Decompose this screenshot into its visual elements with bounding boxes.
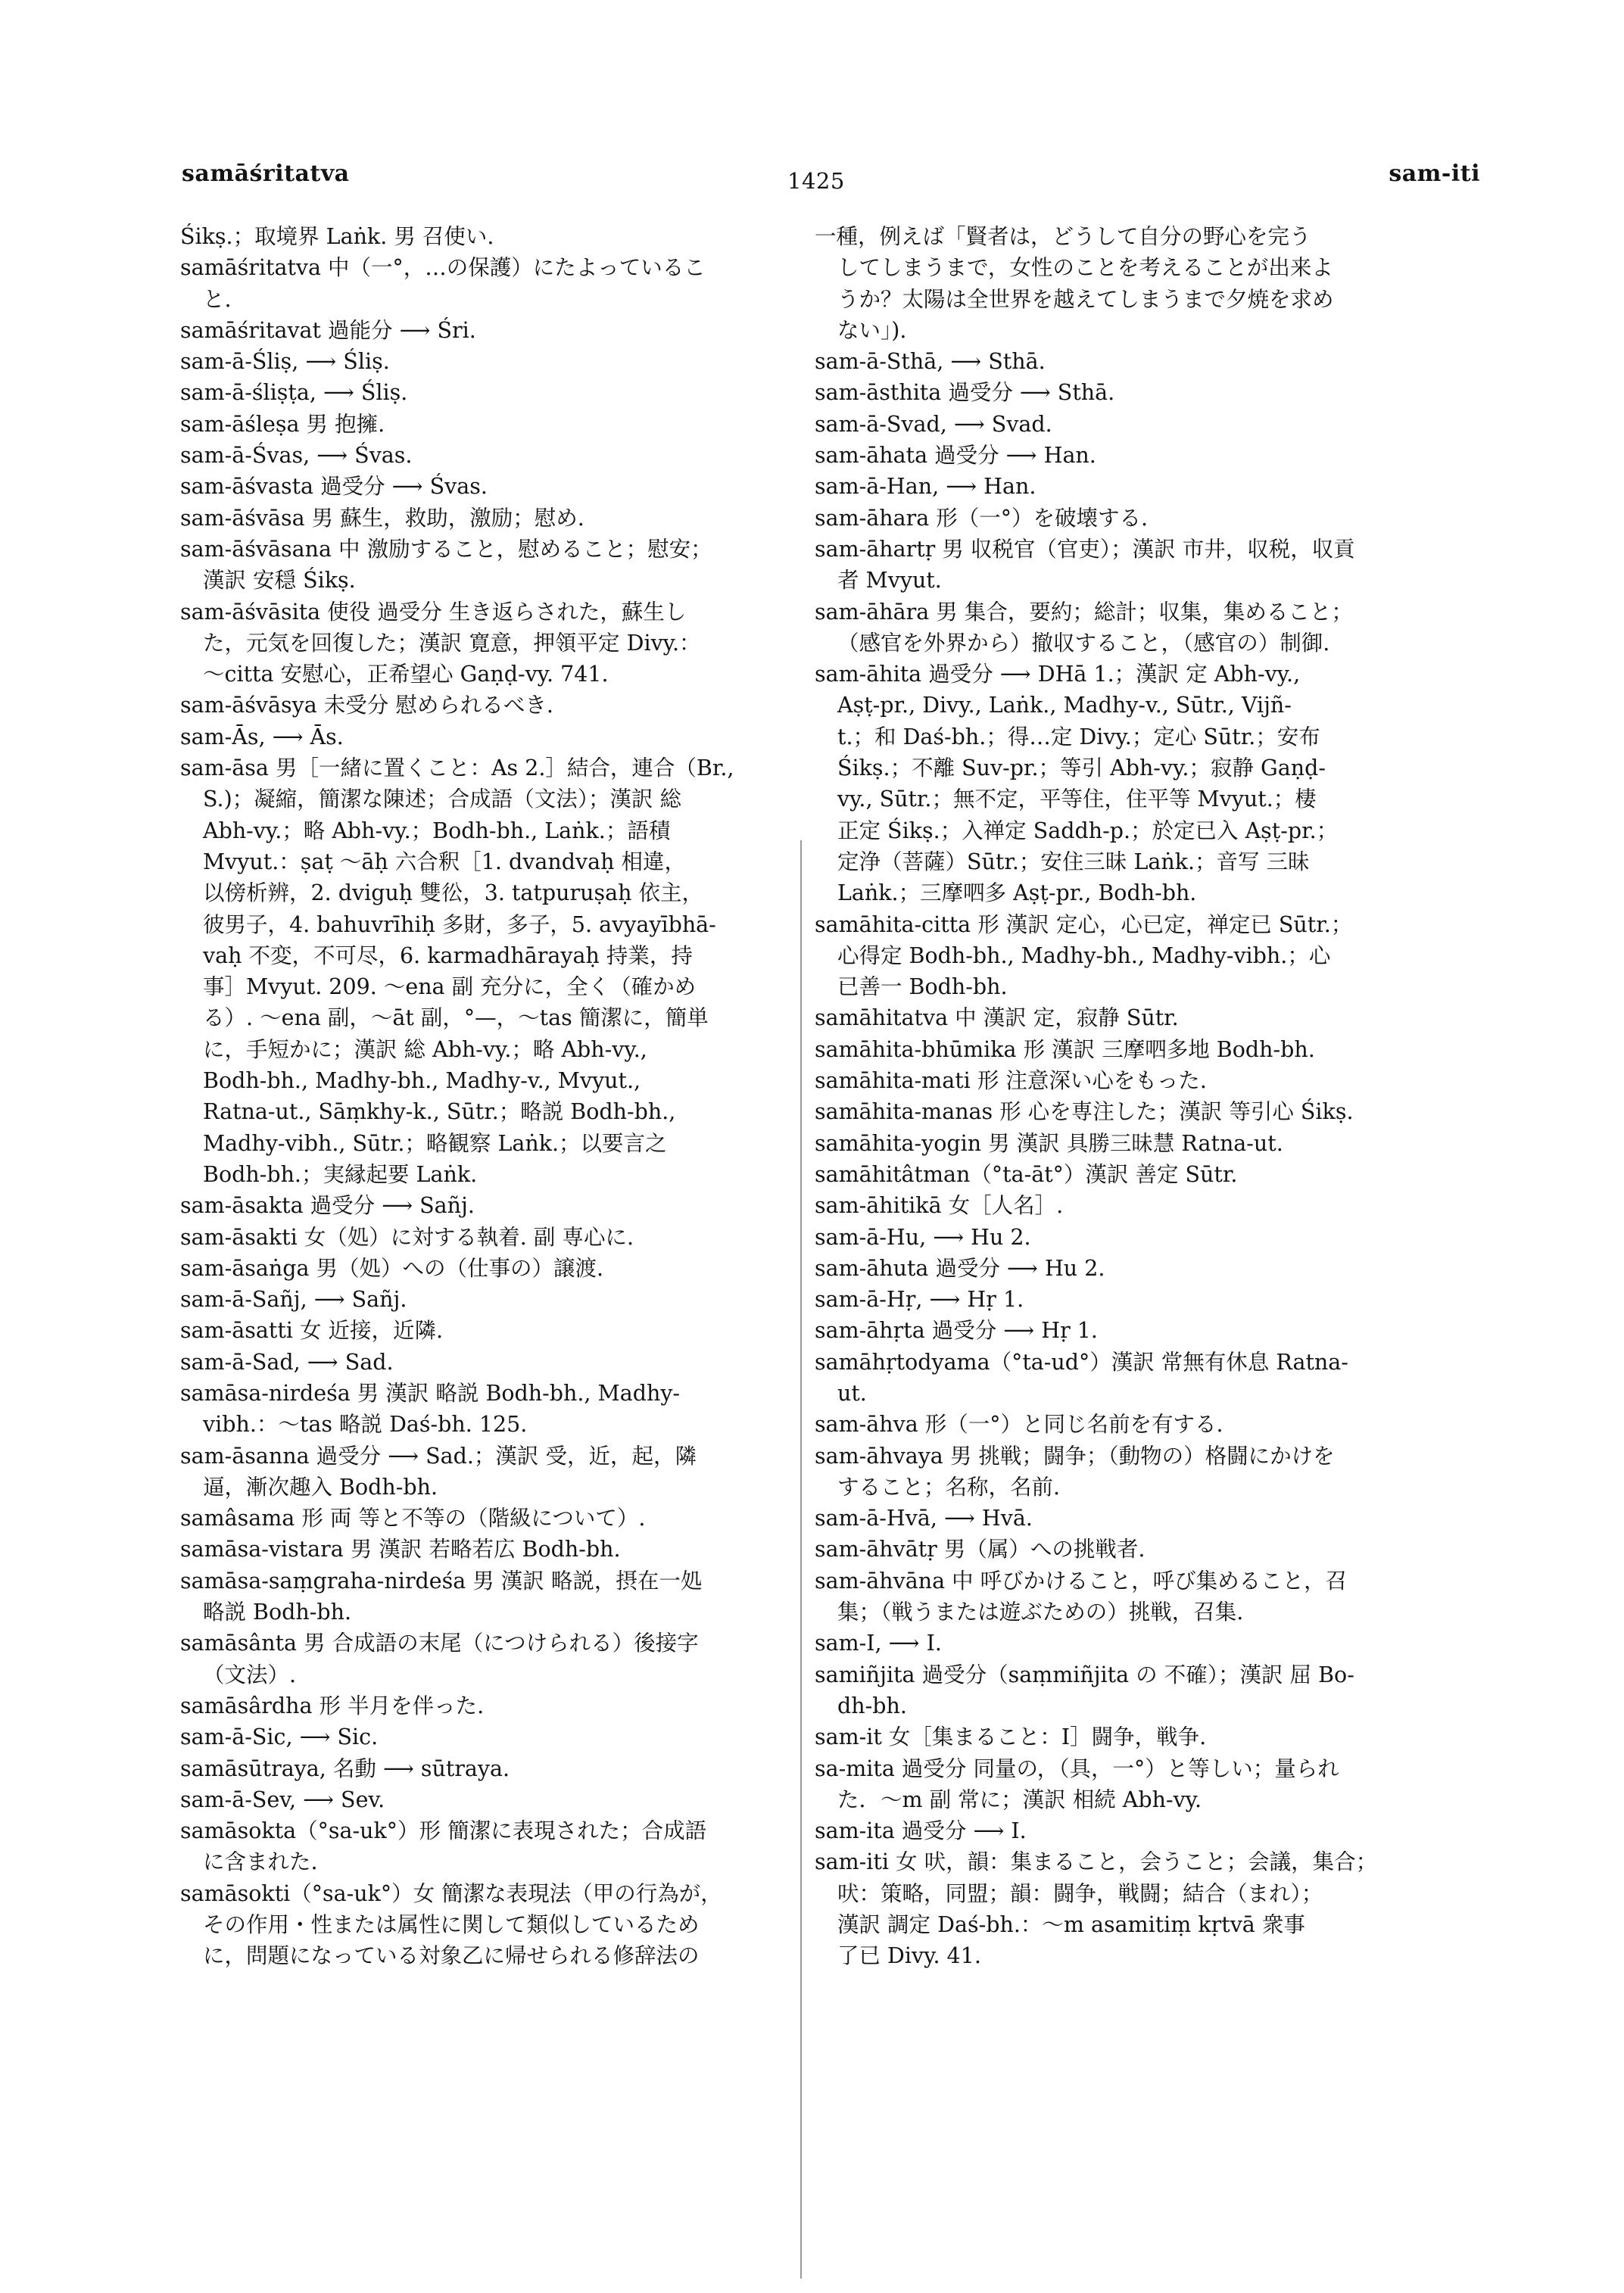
entry-line: sam-Ās, ⟶ Ās. [180,724,344,749]
entry-line: sam-āhitikā 女［人名］. [815,1193,1064,1219]
dictionary-entry [815,1628,1439,1659]
dictionary-entry [815,1284,1439,1315]
entry-line: sam-ā-Sev, ⟶ Sev. [180,1787,385,1812]
dictionary-entry [815,1815,1439,1846]
dictionary-entry [815,1190,1439,1221]
entry-continuation-line: た．～m 副 常に；漢訳 相続 Abh-vy. [837,1787,1202,1812]
entry-continuation-line: る）. ～ena 副，～āt 副，°—，～tas 簡潔に，簡単 [203,1005,709,1031]
entry-continuation-line: 已善一 Bodh-bh. [837,974,1008,1000]
dictionary-entry [180,409,792,440]
entry-continuation-line: 漢訳 調定 Daś-bh.：～m asamitiṃ kṛtvā 衆事 [837,1912,1305,1938]
entry-line: sam-ā-Han, ⟶ Han. [815,474,1036,500]
dictionary-entry [180,315,792,346]
entry-continuation-line: してしまうまで，女性のことを考えることが出来よ [837,255,1333,281]
dictionary-entry [180,1753,792,1784]
entry-continuation-line: 心得定 Bodh-bh., Madhy-bh., Madhy-vibh.；心 [837,942,1331,968]
dictionary-entry [180,440,792,471]
entry-line: sam-ā-śliṣṭa, ⟶ Śliṣ. [180,380,408,406]
header-right-guide-word: sam-iti [1389,160,1480,187]
dictionary-entry [180,1315,792,1346]
entry-line: samāsokti（°sa-uk°）女 簡潔な表現法（甲の行為が， [180,1880,722,1906]
entry-continuation-line: S.)；凝縮，簡潔な陳述；合成語（文法）；漢訳 総 [203,787,681,812]
dictionary-entry [815,1159,1439,1190]
entry-line: sam-āsakti 女（処）に対する執着. 副 専心に. [180,1224,634,1250]
entry-line: sam-āsanna 過受分 ⟶ Sad.；漢訳 受，近，起，隣 [180,1443,697,1469]
entry-continuation-line: 漢訳 安穏 Śikṣ. [203,568,356,594]
dictionary-entry [180,1253,792,1284]
column-divider [800,840,802,2279]
entry-line: sam-āhartṛ 男 収税官（官吏）；漢訳 市井，収税，収貢 [815,536,1355,562]
entry-line: sam-āsa 男［一緒に置くこと：As 2.］結合，連合（Br., [180,756,734,781]
entry-continuation-line: に，問題になっている対象乙に帰せられる修辞法の [203,1943,700,1969]
entry-continuation-line: その作用・性または属性に関して類似しているため [203,1912,700,1938]
entry-line: samāśritavat 過能分 ⟶ Śri. [180,317,476,343]
dictionary-entry [180,597,792,690]
dictionary-entry [815,1534,1439,1565]
entry-continuation-line: t.；和 Daś-bh.；得…定 Divy.；定心 Sūtr.；安布 [837,724,1320,749]
entry-line: sam-āhata 過受分 ⟶ Han. [815,443,1096,469]
dictionary-entry [180,1878,792,1972]
dictionary-entry [815,1753,1439,1816]
entry-continuation-line: Bodh-bh., Madhy-bh., Madhy-v., Mvyut., [203,1068,641,1094]
dictionary-entry [180,1190,792,1221]
entry-continuation-line: 略説 Bodh-bh. [203,1600,352,1625]
entry-continuation-line: 了已 Divy. 41. [837,1943,981,1969]
dictionary-entry [180,471,792,502]
entry-line: sam-ā-Hu, ⟶ Hu 2. [815,1224,1031,1250]
entry-continuation-line: Bodh-bh.；実縁起要 Laṅk. [203,1161,478,1187]
entry-line: samāhita-manas 形 心を専注した；漢訳 等引心 Śikṣ. [815,1099,1354,1125]
dictionary-entry [180,534,792,597]
dictionary-entry [815,1503,1439,1534]
entry-continuation-line: dh-bh. [837,1693,907,1718]
entry-continuation-line: 逼，漸次趣入 Bodh-bh. [203,1474,438,1500]
dictionary-entry [815,503,1439,534]
dictionary-entry [180,1628,792,1690]
entry-line: samāhṛtodyama（°ta-ud°）漢訳 常無有休息 Ratna- [815,1349,1348,1375]
entry-continuation-line: すること；名称，名前. [837,1474,1061,1500]
entry-continuation-line: に含まれた. [203,1849,318,1875]
entry-line: sam-iti 女 吠，韻：集まること，会うこと；会議，集合； [815,1849,1378,1875]
left-column [180,221,792,1972]
entry-continuation-line: ut. [837,1380,867,1406]
entry-line: sam-āsatti 女 近接，近隣. [180,1318,444,1344]
entry-line: sam-ā-Śvas, ⟶ Śvas. [180,443,413,469]
entry-continuation-line: Ratna-ut., Sāṃkhy-k., Sūtr.；略説 Bodh-bh., [203,1099,676,1125]
entry-line: sam-āśleṣa 男 抱擁. [180,411,385,437]
entry-line: sam-āhvāna 中 呼びかけること，呼び集めること，召 [815,1568,1348,1594]
dictionary-entry [180,752,792,1190]
entry-continuation-line: 事］Mvyut. 209. ～ena 副 充分に，全く（確かめ [203,974,697,1000]
entry-line: samāsokta（°sa-uk°）形 簡潔に表現された；合成語 [180,1818,707,1844]
dictionary-entry [815,1222,1439,1253]
entry-line: sam-ā-Hvā, ⟶ Hvā. [815,1506,1033,1531]
dictionary-entry [815,1846,1439,1971]
dictionary-entry [180,346,792,377]
entry-continuation-line: Aṣṭ-pr., Divy., Laṅk., Madhy-v., Sūtr., Vijñ- [837,693,1292,718]
entry-continuation-line: 者 Mvyut. [837,568,942,594]
entry-line: sam-ā-Svad, ⟶ Svad. [815,411,1052,437]
entry-continuation-line: vy., Sūtr.；無不定，平等住，住平等 Mvyut.；棲 [837,787,1317,812]
entry-line: sam-āhvātṛ 男（属）への挑戦者. [815,1537,1146,1562]
entry-continuation-line: 吠：策略，同盟；韻：闘争，戦闘；結合（まれ）； [837,1880,1323,1906]
dictionary-entry [815,1065,1439,1096]
entry-line: sam-I, ⟶ I. [815,1631,942,1656]
entry-continuation-line: た，元気を回復した；漢訳 寛意，押領平定 Divy.： [203,630,701,656]
entry-line: sam-ā-Sad, ⟶ Sad. [180,1349,394,1375]
entry-line: samāhita-mati 形 注意深い心をもった. [815,1068,1207,1094]
entry-line: 一種，例えば「賢者は，どうして自分の野心を完う [815,224,1311,249]
dictionary-entry [815,1315,1439,1346]
entry-line: sam-āsakta 過受分 ⟶ Sañj. [180,1193,475,1219]
dictionary-entry [180,690,792,721]
entry-continuation-line: 集；（戦うまたは遊ぶための）挑戦，召集. [837,1600,1244,1625]
dictionary-entry [180,503,792,534]
dictionary-entry [815,471,1439,502]
entry-continuation-line: うか？太陽は全世界を越えてしまうまで夕焼を求め [837,286,1334,312]
entry-line: sa-mita 過受分 同量の，（具，一°）と等しい；量られ [815,1756,1339,1781]
dictionary-entry [815,346,1439,377]
dictionary-entry [815,909,1439,1003]
dictionary-entry [815,1409,1439,1440]
entry-line: samāsūtraya, 名動 ⟶ sūtraya. [180,1756,510,1781]
entry-line: samāsa-saṃgraha-nirdeśa 男 漢訳 略説，摂在一処 [180,1568,703,1594]
entry-continuation-line: ない」). [837,317,907,343]
dictionary-entry [815,1128,1439,1159]
entry-continuation-line: と. [203,286,232,312]
entry-line: samâsama 形 両 等と不等の（階級について）. [180,1506,646,1531]
dictionary-entry [815,221,1439,346]
dictionary-entry [815,409,1439,440]
entry-line: samāhita-yogin 男 漢訳 具勝三昧慧 Ratna-ut. [815,1130,1283,1156]
entry-line: samāsa-vistara 男 漢訳 若略若広 Bodh-bh. [180,1537,621,1562]
dictionary-entry [815,1096,1439,1127]
entry-continuation-line: Madhy-vibh., Sūtr.；略観察 Laṅk.；以要言之 [203,1130,667,1156]
entry-line: sam-ā-Hṛ, ⟶ Hṛ 1. [815,1287,1024,1313]
entry-line: sam-āhvaya 男 挑戦；闘争；（動物の）格闘にかけを [815,1443,1335,1469]
entry-line: sam-ā-Sañj, ⟶ Sañj. [180,1287,407,1313]
dictionary-entry [180,1690,792,1721]
entry-line: samāhita-citta 形 漢訳 定心，心已定，禅定已 Sūtr.； [815,911,1353,937]
dictionary-entry [815,1566,1439,1628]
entry-line: samāśritatva 中（一°，…の保護）にたよっているこ [180,255,706,281]
dictionary-entry [180,1347,792,1378]
dictionary-entry [815,440,1439,471]
entry-line: samiñjita 過受分（saṃmiñjita の 不確）；漢訳 屈 Bo- [815,1662,1354,1687]
entry-line: samāsânta 男 合成語の末尾（につけられる）後接字 [180,1631,699,1656]
dictionary-entry [180,1503,792,1534]
dictionary-entry [180,1378,792,1441]
entry-line: sam-āśvāsana 中 激励すること，慰めること；慰安； [180,536,712,562]
entry-line: sam-āśvasta 過受分 ⟶ Śvas. [180,474,488,500]
entry-line: sam-āśvāsa 男 蘇生，救助，激励；慰め. [180,505,584,531]
dictionary-entry [180,1284,792,1315]
dictionary-entry [815,377,1439,408]
entry-continuation-line: （文法）. [203,1662,297,1687]
dictionary-entry [180,221,792,252]
dictionary-entry [815,1441,1439,1503]
entry-continuation-line: （感官を外界から）撤収すること，（感官の）制御. [837,630,1330,656]
entry-continuation-line: ～citta 安慰心，正希望心 Gaṇḍ-vy. 741. [203,662,609,687]
entry-line: sam-āhita 過受分 ⟶ DHā 1.；漢訳 定 Abh-vy., [815,662,1301,687]
entry-continuation-line: 定浄（菩薩）Sūtr.；安住三昧 Laṅk.；音写 三昧 [837,849,1310,874]
page-number: 1425 [787,168,845,194]
dictionary-entry [180,1222,792,1253]
dictionary-entry [180,1566,792,1628]
header-left-guide-word: samāśritatva [182,160,350,187]
dictionary-entry [815,1721,1439,1752]
dictionary-entry [180,721,792,752]
entry-line: sam-ā-Śliṣ, ⟶ Śliṣ. [180,349,390,375]
entry-line: samāsa-nirdeśa 男 漢訳 略説 Bodh-bh., Madhy- [180,1380,681,1406]
dictionary-entry [815,1347,1439,1410]
entry-continuation-line: vibh.：～tas 略説 Daś-bh. 125. [203,1412,528,1438]
entry-line: sam-āhva 形（一°）と同じ名前を有する. [815,1412,1223,1438]
entry-continuation-line: 以傍析辨，2. dviguḥ 雙彸，3. tatpuruṣaḥ 依主， [203,880,703,906]
entry-line: sam-āhāra 男 集合，要約；総計；収集，集めること； [815,599,1353,625]
dictionary-entry [180,1534,792,1565]
dictionary-entry [180,1721,792,1752]
dictionary-entry [815,597,1439,659]
entry-line: sam-it 女［集まること：I］闘争，戦争. [815,1724,1207,1750]
entry-line: samāsârdha 形 半月を伴った. [180,1693,485,1718]
entry-line: sam-āśvāsita 使役 過受分 生き返らされた，蘇生し [180,599,687,625]
entry-continuation-line: Mvyut.：ṣaṭ ～āḥ 六合釈［1. dvandvaḥ 相違， [203,849,686,874]
entry-continuation-line: Śikṣ.；不離 Suv-pr.；等引 Abh-vy.；寂静 Gaṇḍ- [837,756,1326,781]
dictionary-entry [815,659,1439,908]
entry-line: sam-āhara 形（一°）を破壊する. [815,505,1149,531]
dictionary-entry [815,1253,1439,1284]
dictionary-entry [180,377,792,408]
entry-line: sam-ā-Sic, ⟶ Sic. [180,1724,379,1750]
entry-line: sam-āhṛta 過受分 ⟶ Hṛ 1. [815,1318,1098,1344]
dictionary-entry [180,1815,792,1878]
dictionary-entry [815,1659,1439,1722]
entry-continuation-line: Laṅk.；三摩呬多 Aṣṭ-pr., Bodh-bh. [837,880,1197,906]
entry-line: sam-āhuta 過受分 ⟶ Hu 2. [815,1255,1105,1281]
entry-continuation-line: 彼男子，4. bahuvrīhiḥ 多財，多子，5. avyayībhā- [203,911,716,937]
entry-line: samāhitâtman（°ta-āt°）漢訳 善定 Sūtr. [815,1161,1238,1187]
entry-line: sam-āsaṅga 男（処）への（仕事の）譲渡. [180,1255,604,1281]
entry-line: sam-āsthita 過受分 ⟶ Sthā. [815,380,1115,406]
entry-continuation-line: 正定 Śikṣ.；入禅定 Saddh-p.；於定已入 Aṣṭ-pr.； [837,818,1339,843]
dictionary-entry [815,1002,1439,1033]
entry-line: Śikṣ.；取境界 Laṅk. 男 召使い. [180,224,494,249]
dictionary-entry [180,1441,792,1503]
dictionary-entry [815,534,1439,597]
entry-line: samāhita-bhūmika 形 漢訳 三摩呬多地 Bodh-bh. [815,1036,1315,1062]
right-column [815,221,1439,1972]
entry-line: sam-ita 過受分 ⟶ I. [815,1818,1027,1844]
entry-line: sam-ā-Sthā, ⟶ Sthā. [815,349,1046,375]
dictionary-entry [180,252,792,315]
dictionary-entry [180,1784,792,1815]
entry-continuation-line: に，手短かに；漢訳 総 Abh-vy.；略 Abh-vy., [203,1036,647,1062]
dictionary-entry [815,1034,1439,1065]
entry-line: sam-āśvāsya 未受分 慰められるべき. [180,693,553,718]
entry-continuation-line: Abh-vy.；略 Abh-vy.；Bodh-bh., Laṅk.；語積 [203,818,671,843]
entry-line: samāhitatva 中 漢訳 定，寂静 Sūtr. [815,1005,1179,1031]
entry-continuation-line: vaḥ 不変，不可尽，6. karmadhārayaḥ 持業，持 [203,942,693,968]
